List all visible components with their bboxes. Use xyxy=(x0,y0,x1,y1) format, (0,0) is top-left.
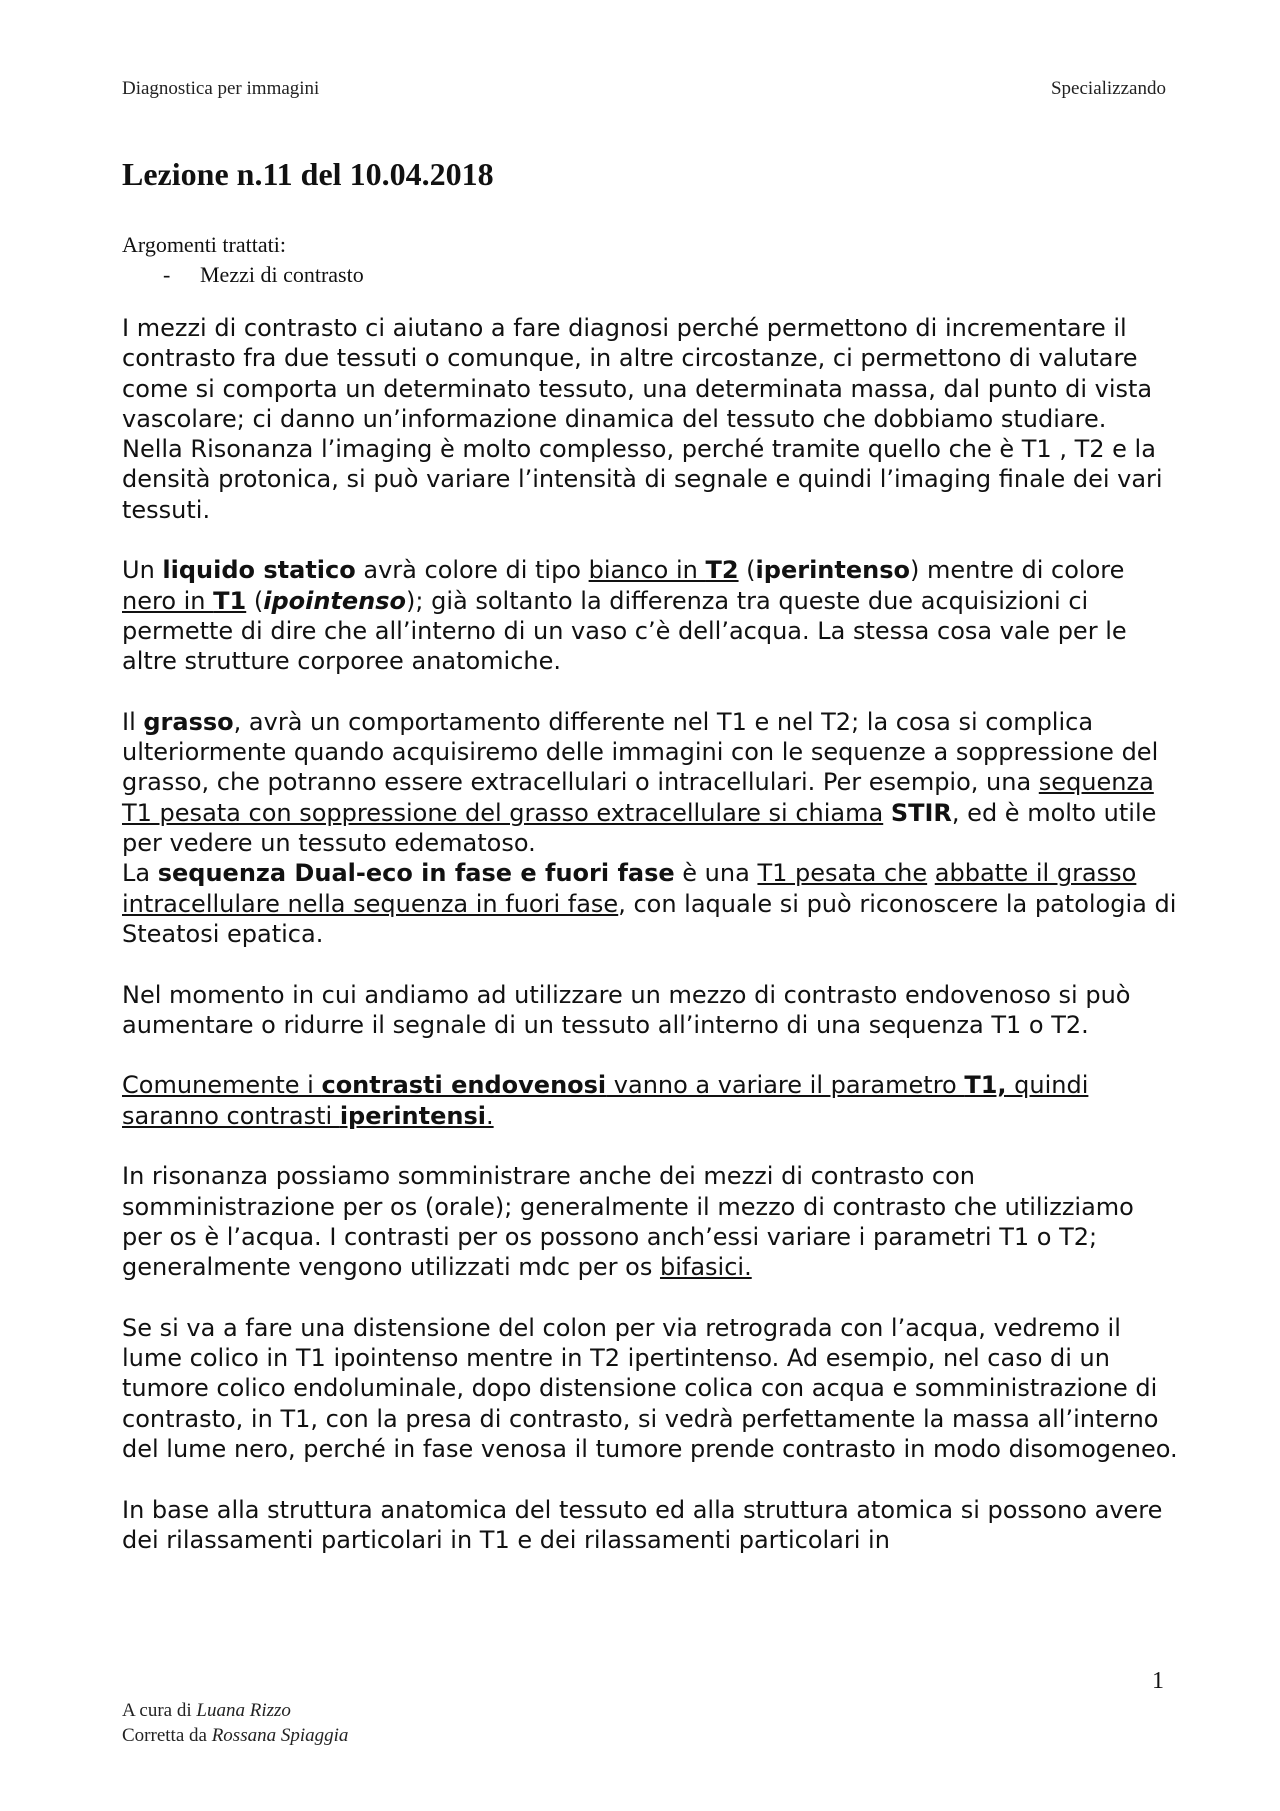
paragraph-per-os: In risonanza possiamo somministrare anche dei mezzi di contrasto con somministrazione per os (orale); generalmente il mezzo di contrasto che utilizziamo per os è l’acqua. I contrasti per os possono anch’essi variare i parametri T1 o T2; generalmente vengono utilizzati mdc per os bifasici. xyxy=(122,1162,1134,1282)
paragraph-endovenoso: Nel momento in cui andiamo ad utilizzare un mezzo di contrasto endovenoso si può aumentare o ridurre il segnale di un tessuto all’interno di una sequenza T1 o T2. xyxy=(122,980,1131,1039)
paragraph-liquido: Un liquido statico avrà colore di tipo bianco in T2 (iperintenso) mentre di colore nero in T1 (ipointenso); già soltanto la differenza tra queste due acquisizioni ci permette di dire che all’interno di un vaso c’è dell’acqua. La stessa cosa vale per le altre strutture corporee anatomiche. xyxy=(122,556,1127,676)
header-course: Diagnostica per immagini xyxy=(122,78,320,99)
paragraph-colon: Se si va a fare una distensione del colon per via retrograda con l’acqua, vedremo il lume colico in T1 ipointenso mentre in T2 ipertintenso. Ad esempio, nel caso di un tumore colico endoluminale, dopo distensione colica con acqua e somministrazione di contrasto, in T1, con la presa di contrasto, si vedrà perfettamente la massa all’interno del lume nero, perché in fase venosa il tumore prende contrasto in modo disomogeneo. xyxy=(122,1313,1178,1463)
topics-label: Argomenti trattati: xyxy=(122,232,286,257)
footer-author: A cura di Luana Rizzo xyxy=(122,1700,291,1721)
document-body xyxy=(122,313,1180,1555)
topic-text: Mezzi di contrasto xyxy=(200,262,364,287)
paragraph-grasso: Il grasso, avrà un comportamento differente nel T1 e nel T2; la cosa si complica ulteriormente quando acquisiremo delle immagini con le sequenze a soppressione del grasso, che potranno essere extracellulari o intracellulari. Per esempio, una sequenza T1 pesata con soppressione del grasso extracellulare si chiama STIR, ed è molto utile per vedere un tessuto edematoso. xyxy=(122,707,1159,858)
topics-list-item xyxy=(163,262,364,288)
page-number: 1 xyxy=(1152,1668,1164,1694)
list-bullet: - xyxy=(163,262,171,287)
paragraph-contrasti-endovenosi: Comunemente i contrasti endovenosi vanno a variare il parametro T1, quindi saranno contrasti iperintensi. xyxy=(122,1071,1089,1130)
paragraph-struttura: In base alla struttura anatomica del tessuto ed alla struttura atomica si possono avere dei rilassamenti particolari in T1 e dei rilassamenti particolari in xyxy=(122,1495,1163,1554)
header-role: Specializzando xyxy=(1050,78,1166,99)
paragraph-dual-eco: La sequenza Dual-eco in fase e fuori fase è una T1 pesata che abbatte il grasso intracellulare nella sequenza in fuori fase, con laquale si può riconoscere la patologia di Steatosi epatica. xyxy=(122,859,1177,948)
paragraph-risonanza: Nella Risonanza l’imaging è molto complesso, perché tramite quello che è T1 , T2 e la densità protonica, si può variare l’intensità di segnale e quindi l’imaging finale dei vari tessuti. xyxy=(122,435,1163,524)
paragraph-intro: I mezzi di contrasto ci aiutano a fare diagnosi perché permettono di incrementare il contrasto fra due tessuti o comunque, in altre circostanze, ci permettono di valutare come si comporta un determinato tessuto, una determinata massa, dal punto di vista vascolare; ci danno un’informazione dinamica del tessuto che dobbiamo studiare. xyxy=(122,314,1153,433)
page-title: Lezione n.11 del 10.04.2018 xyxy=(122,156,494,192)
footer-reviewer: Corretta da Rossana Spiaggia xyxy=(122,1725,349,1746)
